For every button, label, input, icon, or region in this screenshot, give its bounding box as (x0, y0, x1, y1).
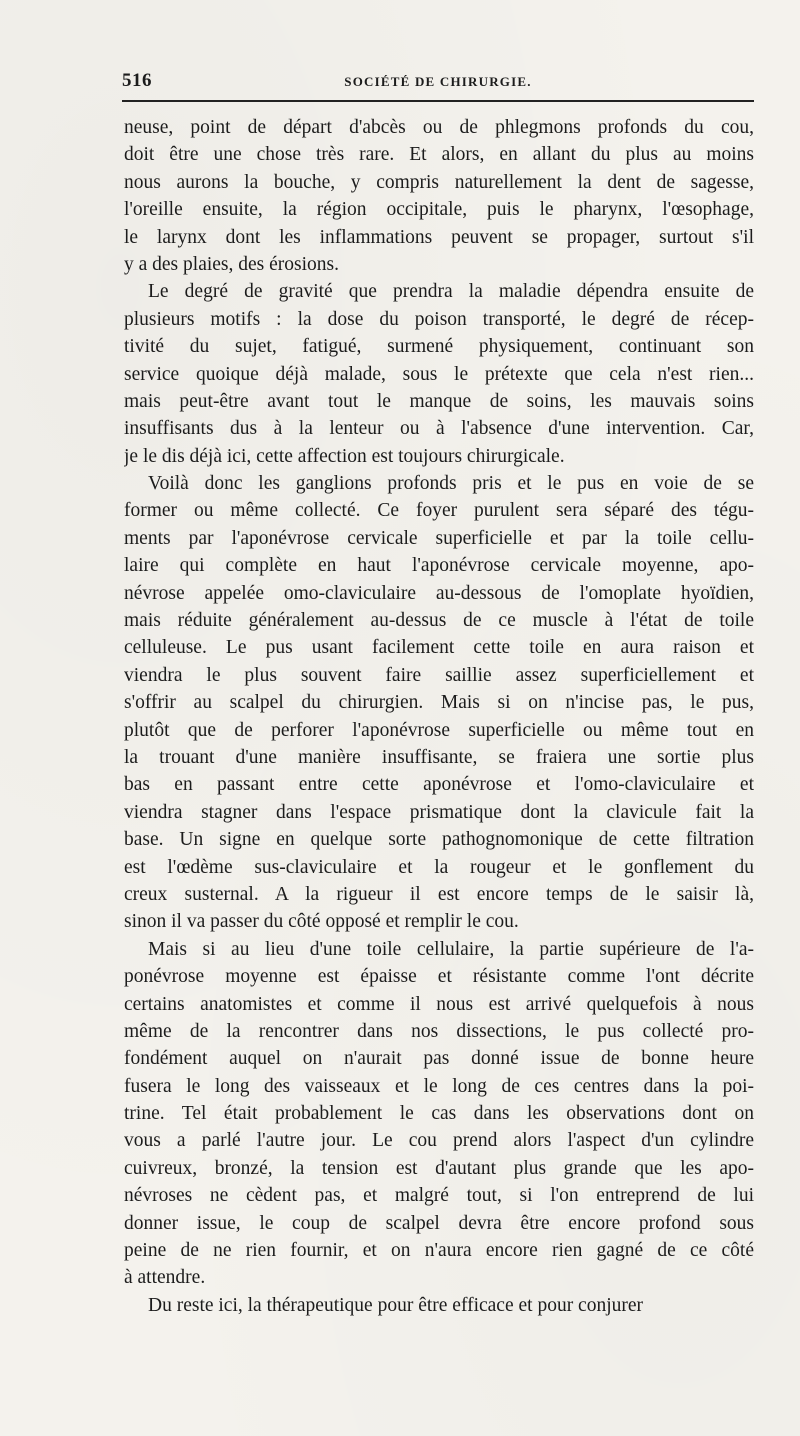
text-line: ponévrose moyenne est épaisse et résistante comme l'ont décrite (124, 966, 754, 988)
body-text (124, 114, 754, 1319)
page-number: 516 (122, 70, 152, 91)
text-line: Mais si au lieu d'une toile cellulaire, la partie supérieure de l'a- (148, 938, 754, 960)
text-line: à attendre. (124, 1267, 206, 1289)
text-line: tivité du sujet, fatigué, surmené physiquement, continuant son (124, 336, 754, 358)
text-line: creux susternal. A la rigueur il est encore temps de le saisir là, (124, 883, 754, 905)
text-line: nous aurons la bouche, y compris naturellement la dent de sagesse, (124, 171, 754, 193)
text-line: donner issue, le coup de scalpel devra être encore profond sous (124, 1212, 754, 1234)
text-line: cuivreux, bronzé, la tension est d'autant plus grande que les apo- (124, 1157, 754, 1179)
text-line: mais réduite généralement au-dessus de ce muscle à l'état de toile (124, 610, 754, 632)
running-title: SOCIÉTÉ DE CHIRURGIE. (344, 74, 532, 89)
text-line: s'offrir au scalpel du chirurgien. Mais si on n'incise pas, le pus, (124, 692, 754, 714)
text-line: laire qui complète en haut l'aponévrose cervicale moyenne, apo- (124, 555, 754, 577)
text-line: la trouant d'une manière insuffisante, se fraiera une sortie plus (124, 746, 754, 768)
text-line: celluleuse. Le pus usant facilement cette toile en aura raison et (124, 637, 754, 659)
paragraph (124, 1292, 754, 1319)
text-line: je le dis déjà ici, cette affection est toujours chirurgicale. (124, 445, 565, 467)
text-line: mais peut-être avant tout le manque de soins, les mauvais soins (124, 390, 754, 412)
text-line: trine. Tel était probablement le cas dans les observations dont on (124, 1103, 754, 1125)
text-line: viendra stagner dans l'espace prismatique dont la clavicule fait la (124, 801, 754, 823)
text-line: service quoique déjà malade, sous le prétexte que cela n'est rien... (124, 363, 754, 385)
text-line: base. Un signe en quelque sorte pathognomonique de cette filtration (124, 829, 754, 851)
text-line: même de la rencontrer dans nos dissections, le pus collecté pro- (124, 1020, 754, 1042)
text-line: ments par l'aponévrose cervicale superficielle et par la toile cellu- (124, 527, 754, 549)
text-line: bas en passant entre cette aponévrose et l'omo-claviculaire et (124, 774, 754, 796)
text-line: plusieurs motifs : la dose du poison transporté, le degré de récep- (124, 308, 754, 330)
text-line: viendra le plus souvent faire saillie assez superficiellement et (124, 664, 754, 686)
text-line: est l'œdème sus-claviculaire et la rougeur et le gonflement du (124, 856, 754, 878)
text-line: y a des plaies, des érosions. (124, 253, 339, 275)
text-line: Le degré de gravité que prendra la maladie dépendra ensuite de (148, 281, 754, 303)
text-line: neuse, point de départ d'abcès ou de phlegmons profonds du cou, (124, 117, 754, 138)
paragraph (124, 114, 754, 278)
text-line: névroses ne cèdent pas, et malgré tout, si l'on entreprend de lui (124, 1185, 754, 1207)
text-line: le larynx dont les inflammations peuvent se propager, surtout s'il (124, 226, 754, 248)
paragraph (124, 278, 754, 470)
text-line: Voilà donc les ganglions profonds pris et le pus en voie de se (148, 473, 754, 495)
running-head (122, 70, 754, 96)
text-line: peine de ne rien fournir, et on n'aura encore rien gagné de ce côté (124, 1240, 754, 1262)
text-line: former ou même collecté. Ce foyer purulent sera séparé des tégu- (124, 500, 754, 522)
text-line: doit être une chose très rare. Et alors, en allant du plus au moins (124, 144, 754, 166)
text-line: plutôt que de perforer l'aponévrose superficielle ou même tout en (124, 719, 754, 741)
text-line: fusera le long des vaisseaux et le long de ces centres dans la poi- (124, 1075, 754, 1097)
text-line: l'oreille ensuite, la région occipitale, puis le pharynx, l'œsophage, (124, 199, 754, 221)
text-line: fondément auquel on n'aurait pas donné issue de bonne heure (124, 1048, 754, 1070)
text-line: sinon il va passer du côté opposé et remplir le cou. (124, 911, 519, 933)
text-line: névrose appelée omo-claviculaire au-dessous de l'omoplate hyoïdien, (124, 582, 754, 604)
paragraph (124, 936, 754, 1292)
header-rule (122, 100, 754, 102)
text-line: vous a parlé l'autre jour. Le cou prend alors l'aspect d'un cylindre (124, 1130, 754, 1152)
paragraph (124, 470, 754, 936)
text-line: certains anatomistes et comme il nous est arrivé quelquefois à nous (124, 993, 754, 1015)
text-line: insuffisants dus à la lenteur ou à l'absence d'une intervention. Car, (124, 418, 754, 440)
text-line: Du reste ici, la thérapeutique pour être efficace et pour conjurer (148, 1294, 644, 1316)
